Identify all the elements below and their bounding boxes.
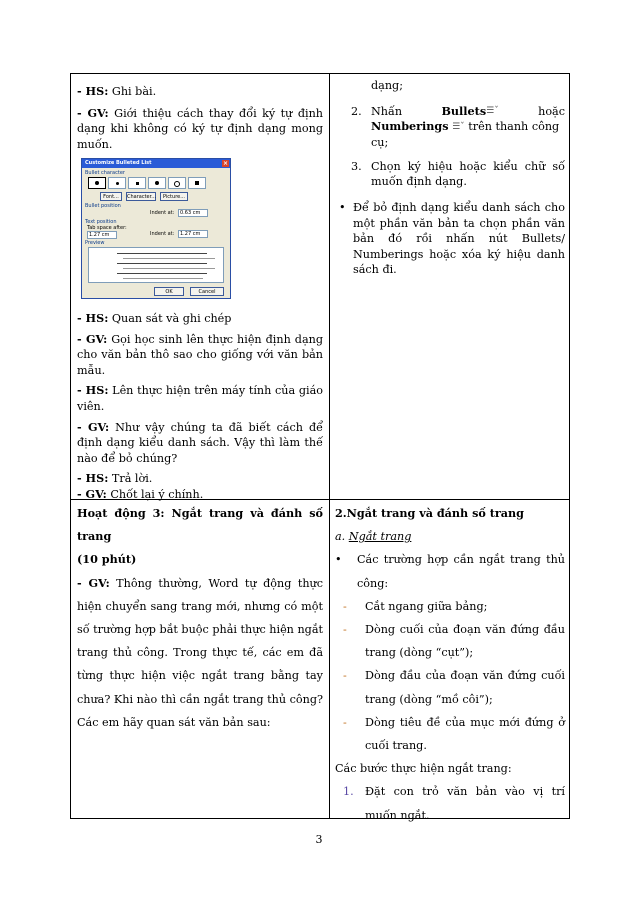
bullet-option-1	[88, 177, 106, 189]
steps-intro: Các bước thực hiện ngắt trang:	[335, 762, 512, 776]
bullet-option-3	[128, 177, 146, 189]
bullet-option-4	[148, 177, 166, 189]
bullets-icon: ☰ˇ	[486, 105, 499, 116]
gv-conclude-line: - GV: Chốt lại ý chính.	[77, 486, 204, 501]
activity-heading: Hoạt động 3: Ngắt trang và đánh số trang	[77, 506, 323, 544]
activity-time: (10 phút)	[77, 552, 137, 567]
gv-question-line: - GV: Như vậy chúng ta đã biết cách để định dạng kiểu danh sách. Vậy thì làm thế nào để bỏ chúng?	[77, 419, 323, 465]
hs-note-line: - HS: Ghi bài.	[77, 84, 157, 98]
bullet-character-label: Bullet character	[85, 170, 125, 176]
indent-at-field: 0.63 cm	[178, 209, 208, 217]
left-top-cell-lower	[77, 311, 323, 503]
column-divider	[329, 74, 330, 818]
step-2: 2. Nhấn Bullets☰ˇ hoặc Numberings ☰ˇ trên thanh công cụ;	[351, 103, 565, 150]
lesson-table	[70, 73, 570, 822]
step-3: 3. Chọn ký hiệu hoặc kiểu chữ số muốn định dạng.	[351, 159, 565, 189]
bullet-position-label: Bullet position	[85, 203, 121, 209]
bullet-option-2	[108, 177, 126, 189]
page-number: 3	[315, 833, 323, 846]
indent-at-field-2: 1.27 cm	[178, 230, 208, 238]
gv-explanation: - GV: Thông thường, Word tự động thực hiện chuyển sang trang mới, nhưng có một số trường hợp bắt buộc phải thực hiện ngắt trang thủ công. Trong thực tế, các em đã từng thực hiện việc ngắt trang bằng tay chưa? Khi nào thì cần ngắt trang thủ công? Các em hãy quan sát văn bản sau:	[77, 575, 323, 729]
cancel-button: Cancel	[190, 287, 224, 296]
case-item: - Dòng đầu của đoạn văn đứng cuối trang (dòng “mồ côi”);	[343, 669, 565, 706]
subsection-heading: a. Ngắt trang	[335, 530, 412, 544]
case-item: - Cắt ngang giữa bảng;	[343, 599, 488, 613]
bullet-option-6	[188, 177, 206, 189]
tab-space-label: Tab space after:	[87, 225, 127, 231]
section-heading: 2.Ngắt trang và đánh số trang	[335, 506, 525, 520]
text-position-label: Text position	[85, 219, 117, 225]
continued-line: dạng;	[371, 79, 403, 92]
step-1: 1. Đặt con trỏ văn bản vào vị trí muốn ngắt.	[343, 785, 565, 822]
picture-button: Picture...	[160, 192, 188, 201]
remove-format-bullet: • Để bỏ định dạng kiểu danh sách cho một phần văn bản ta chọn phần văn bản đó rồi nhấn nút Bullets/ Numberings hoặc xóa ký hiệu danh sách đi.	[339, 200, 565, 277]
numbering-icon: ☰ˇ	[452, 121, 465, 132]
left-top-cell	[77, 84, 323, 152]
indent-at-label-2: Indent at:	[150, 231, 175, 237]
bullet-option-5	[168, 177, 186, 189]
preview-label: Preview	[85, 240, 105, 246]
character-button: Character...	[127, 194, 156, 200]
tab-space-field: 1.27 cm	[87, 231, 117, 239]
indent-at-label: Indent at:	[150, 210, 175, 216]
right-bottom-cell	[335, 502, 565, 827]
hs-answer-line: - HS: Trả lời.	[77, 471, 153, 486]
dialog-titlebar: Customize Bulleted List ×	[82, 159, 230, 168]
case-item: - Dòng tiêu đề của mục mới đứng ở cuối trang.	[343, 715, 565, 753]
hs-observe-line: - HS: Quan sát và ghi chép	[77, 311, 232, 325]
preview-box	[88, 247, 224, 283]
left-bottom-cell	[77, 502, 323, 734]
customize-bulleted-list-dialog	[81, 158, 231, 299]
close-icon: ×	[222, 160, 229, 167]
right-top-cell	[339, 78, 565, 278]
gv-intro-line: - GV: Giới thiệu cách thay đổi ký tự định dạng khi không có ký tự định dạng mong muốn.	[77, 105, 323, 151]
hs-perform-line: - HS: Lên thực hiện trên máy tính của giáo viên.	[77, 383, 323, 413]
ok-button: OK	[154, 287, 184, 296]
font-button: Font...	[100, 192, 122, 201]
cases-bullet: • Các trường hợp cần ngắt trang thủ công:	[335, 553, 565, 590]
gv-call-line: - GV: Gọi học sinh lên thực hiện định dạng cho văn bản thô sao cho giống với văn bản mẫu.	[77, 331, 324, 377]
case-item: - Dòng cuối của đoạn văn đứng đầu trang (dòng “cụt”);	[343, 623, 565, 660]
